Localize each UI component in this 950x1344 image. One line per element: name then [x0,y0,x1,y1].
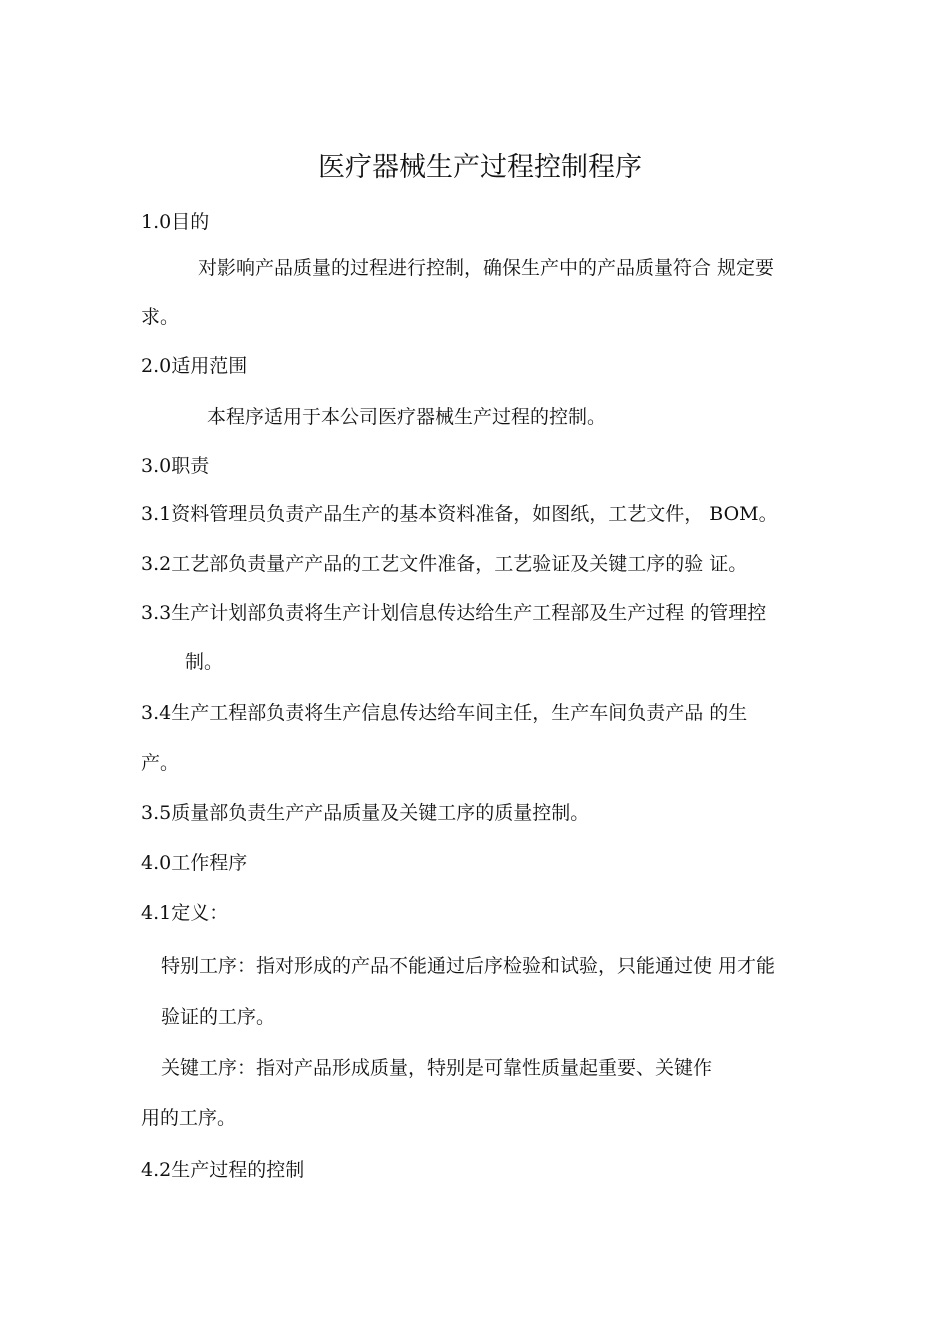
definition-key-process-line-2: 用的工序。 [141,1107,237,1129]
responsibility-3-3-line-1: 3.3生产计划部负责将生产计划信息传达给生产工程部及生产过程 的管理控 [141,602,767,624]
responsibility-3-2: 3.2工艺部负责量产产品的工艺文件准备，工艺验证及关键工序的验 证。 [141,553,748,575]
section-heading-responsibilities: 3.0职责 [141,455,210,477]
paragraph-purpose-line-1: 对影响产品质量的过程进行控制，确保生产中的产品质量符合 规定要 [198,257,775,279]
responsibility-3-1: 3.1资料管理员负责产品生产的基本资料准备，如图纸，工艺文件， BOM。 [141,503,778,525]
subsection-definitions: 4.1定义： [141,902,229,924]
section-heading-scope: 2.0适用范围 [141,355,248,377]
section-heading-purpose: 1.0目的 [141,211,210,233]
responsibility-3-4-line-2: 产。 [141,752,180,774]
paragraph-purpose-line-2: 求。 [141,306,180,328]
document-title: 医疗器械生产过程控制程序 [318,152,642,183]
paragraph-scope: 本程序适用于本公司医疗器械生产过程的控制。 [207,406,607,428]
definition-special-process-line-1: 特别工序：指对形成的产品不能通过后序检验和试验，只能通过使 用才能 [161,955,776,977]
subsection-production-control: 4.2生产过程的控制 [141,1159,305,1181]
responsibility-3-3-line-2: 制。 [185,651,224,673]
definition-key-process-line-1: 关键工序：指对产品形成质量，特别是可靠性质量起重要、关键作 [161,1057,713,1079]
definition-special-process-line-2: 验证的工序。 [161,1006,276,1028]
section-heading-procedure: 4.0工作程序 [141,852,248,874]
responsibility-3-4-line-1: 3.4生产工程部负责将生产信息传达给车间主任，生产车间负责产品 的生 [141,702,748,724]
responsibility-3-5: 3.5质量部负责生产产品质量及关键工序的质量控制。 [141,802,590,824]
